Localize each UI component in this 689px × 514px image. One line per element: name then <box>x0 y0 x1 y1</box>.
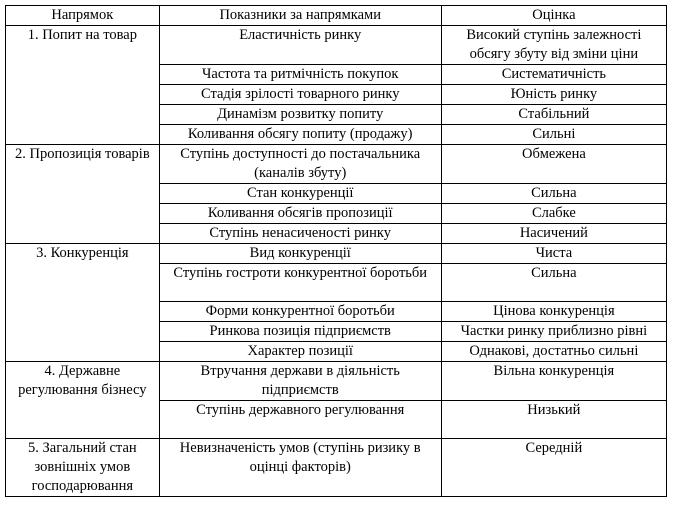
rating-cell: Високий ступінь залежності обсягу збуту від зміни ціни <box>441 26 666 65</box>
direction-cell: 4. Державне регулювання бізнесу <box>6 362 160 439</box>
indicator-cell: Втручання держави в діяльність підприємств <box>159 362 441 401</box>
header-indicators: Показники за напрямками <box>159 6 441 26</box>
rating-cell: Середній <box>441 439 666 497</box>
indicator-cell: Ступінь ненасиченості ринку <box>159 224 441 244</box>
table-row <box>6 26 667 65</box>
assessment-table <box>5 5 667 497</box>
rating-cell: Обмежена <box>441 145 666 184</box>
rating-cell: Юність ринку <box>441 85 666 105</box>
table-row <box>6 244 667 264</box>
indicator-cell: Коливання обсягу попиту (продажу) <box>159 125 441 145</box>
indicator-cell: Частота та ритмічність покупок <box>159 65 441 85</box>
indicator-cell: Ступінь державного регулювання <box>159 401 441 439</box>
rating-cell: Слабке <box>441 204 666 224</box>
direction-cell: 1. Попит на товар <box>6 26 160 145</box>
header-rating: Оцінка <box>441 6 666 26</box>
rating-cell: Низький <box>441 401 666 439</box>
direction-cell: 2. Пропозиція товарів <box>6 145 160 244</box>
indicator-cell: Вид конкуренції <box>159 244 441 264</box>
table-row <box>6 362 667 401</box>
rating-cell: Сильна <box>441 184 666 204</box>
rating-cell: Чиста <box>441 244 666 264</box>
rating-cell: Однакові, достатньо сильні <box>441 342 666 362</box>
table-row <box>6 439 667 497</box>
direction-cell: 5. Загальний стан зовнішніх умов господарювання <box>6 439 160 497</box>
rating-cell: Цінова конкуренція <box>441 302 666 322</box>
indicator-cell: Еластичність ринку <box>159 26 441 65</box>
rating-cell: Стабільний <box>441 105 666 125</box>
indicator-cell: Коливання обсягів пропозиції <box>159 204 441 224</box>
rating-cell: Сильна <box>441 264 666 302</box>
indicator-cell: Невизначеність умов (ступінь ризику в оцінці факторів) <box>159 439 441 497</box>
rating-cell: Систематичність <box>441 65 666 85</box>
indicator-cell: Ринкова позиція підприємств <box>159 322 441 342</box>
indicator-cell: Стадія зрілості товарного ринку <box>159 85 441 105</box>
header-row <box>6 6 667 26</box>
direction-cell: 3. Конкуренція <box>6 244 160 362</box>
rating-cell: Частки ринку приблизно рівні <box>441 322 666 342</box>
indicator-cell: Стан конкуренції <box>159 184 441 204</box>
indicator-cell: Динамізм розвитку попиту <box>159 105 441 125</box>
rating-cell: Сильні <box>441 125 666 145</box>
indicator-cell: Ступінь доступності до постачальника (каналів збуту) <box>159 145 441 184</box>
rating-cell: Насичений <box>441 224 666 244</box>
indicator-cell: Форми конкурентної боротьби <box>159 302 441 322</box>
table-row <box>6 145 667 184</box>
rating-cell: Вільна конкуренція <box>441 362 666 401</box>
indicator-cell: Ступінь гостроти конкурентної боротьби <box>159 264 441 302</box>
header-direction: Напрямок <box>6 6 160 26</box>
indicator-cell: Характер позиції <box>159 342 441 362</box>
